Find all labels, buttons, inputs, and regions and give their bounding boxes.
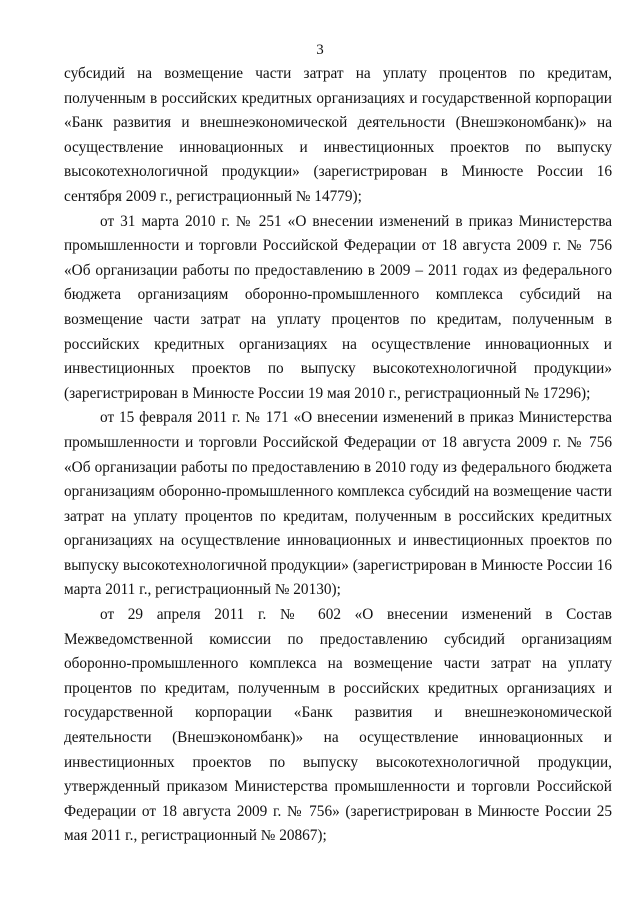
paragraph-order-251: от 31 марта 2010 г. № 251 «О внесении изменений в приказ Министерства промышленности и торговли Российской Федерации от 18 августа 2009 г. № 756 «Об организации работы по предоставлению в 2009 – 2011 годах из федерального бюджета организациям оборонно-промышленного комплекса субсидий на возмещение части затрат на уплату процентов по кредитам, полученным в российских кредитных организациях на осуществление инновационных и инвестиционных проектов по выпуску высокотехнологичной продукции» (зарегистрирован в Минюсте России 19 мая 2010 г., регистрационный № 17296); (64, 212, 612, 402)
document-body (64, 62, 612, 849)
page-number: 3 (316, 42, 324, 58)
paragraph-order-602: от 29 апреля 2011 г. № 602 «О внесении изменений в Состав Межведомственной комиссии по предоставлению субсидий организациям оборонно-промышленного комплекса на возмещение части затрат на уплату процентов по кредитам, полученным в российских кредитных организациях и государственной корпорации «Банк развития и внешнеэкономической деятельности (Внешэкономбанк)» на осуществление инновационных и инвестиционных проектов по выпуску высокотехнологичной продукции, утвержденный приказом Министерства промышленности и торговли Российской Федерации от 18 августа 2009 г. № 756» (зарегистрирован в Минюсте России 25 мая 2011 г., регистрационный № 20867); (64, 606, 612, 845)
paragraph-continuation: субсидий на возмещение части затрат на уплату процентов по кредитам, полученным в российских кредитных организациях и государственной корпорации «Банк развития и внешнеэкономической деятельности (Внешэкономбанк)» на осуществление инновационных и инвестиционных проектов по выпуску высокотехнологичной продукции» (зарегистрирован в Минюсте России 16 сентября 2009 г., регистрационный № 14779); (64, 65, 612, 205)
paragraph-order-171: от 15 февраля 2011 г. № 171 «О внесении изменений в приказ Министерства промышленности и торговли Российской Федерации от 18 августа 2009 г. № 756 «Об организации работы по предоставлению в 2010 году из федерального бюджета организациям оборонно-промышленного комплекса субсидий на возмещение части затрат на уплату процентов по кредитам, полученным в российских кредитных организациях на осуществление инновационных и инвестиционных проектов по выпуску высокотехнологичной продукции» (зарегистрирован в Минюсте России 16 марта 2011 г., регистрационный № 20130); (64, 409, 612, 599)
